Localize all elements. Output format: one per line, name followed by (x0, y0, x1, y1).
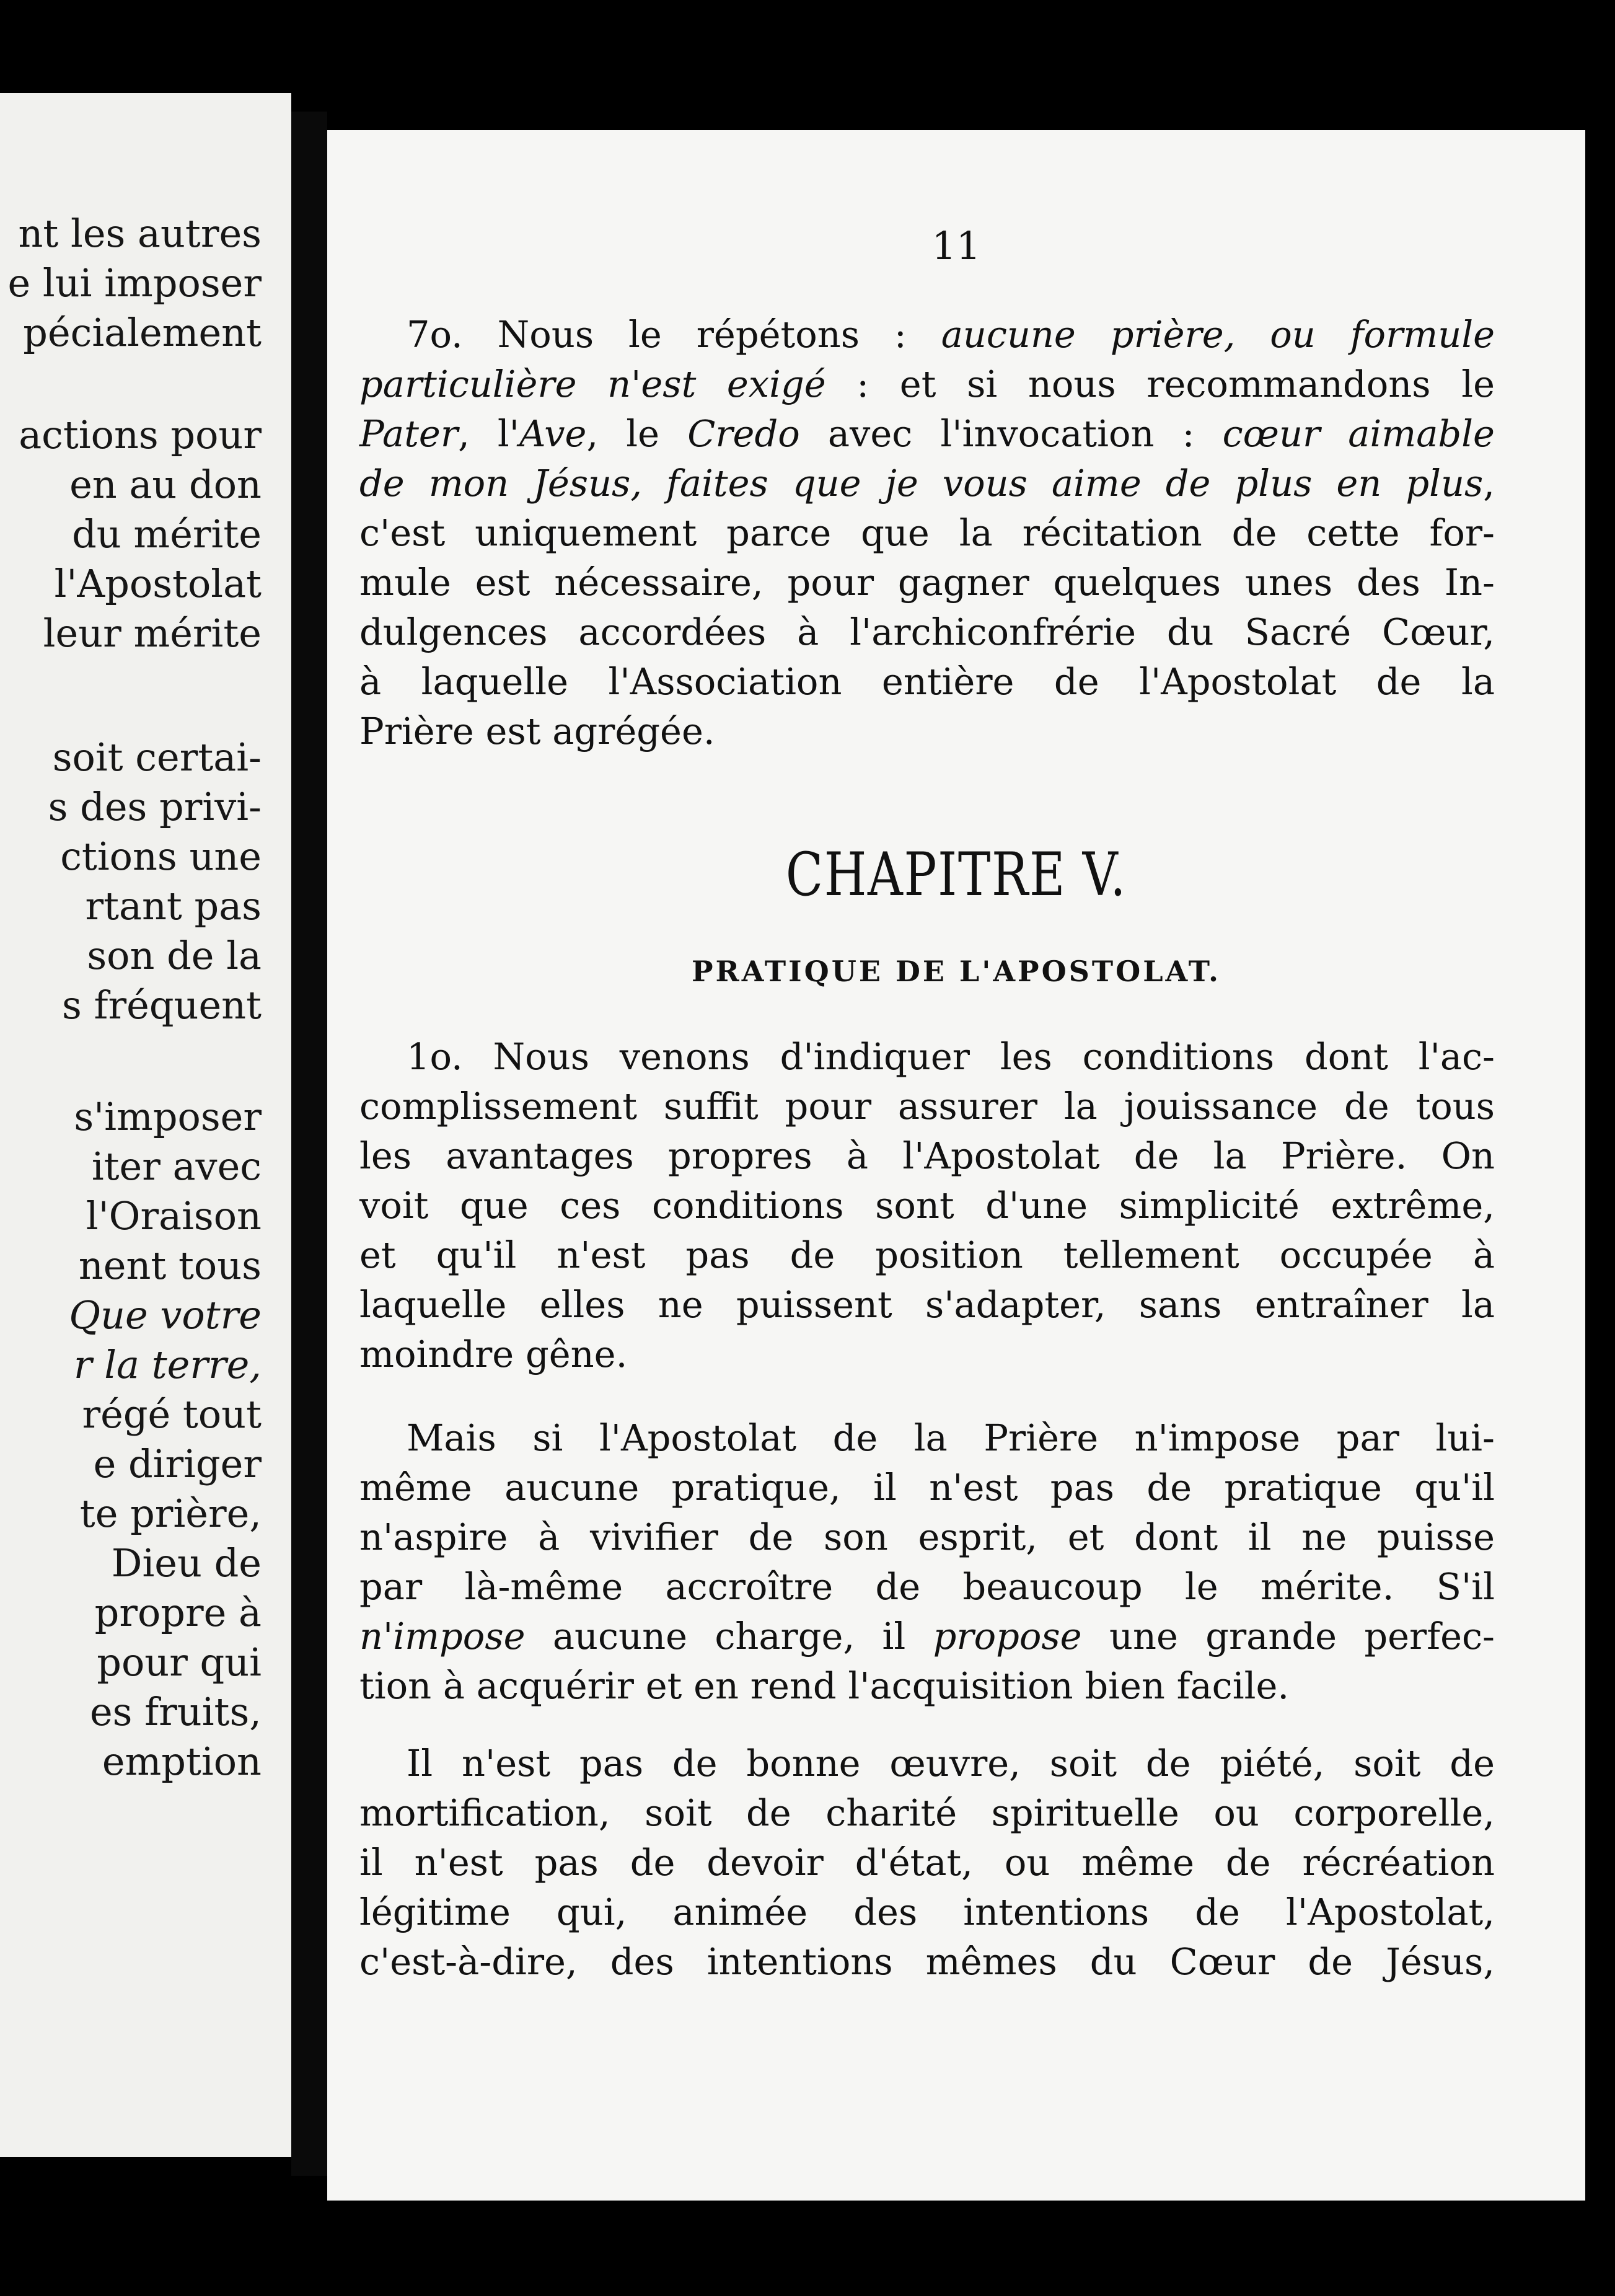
right-page (327, 130, 1585, 2201)
text-segment: avec l'invocation : (799, 412, 1223, 455)
left-text-line: l'Apostolat (54, 561, 262, 606)
book-gutter (291, 112, 327, 2176)
italic-segment: Ave (519, 412, 587, 455)
left-text-line: régé tout (82, 1392, 262, 1437)
text-line: et qu'il n'est pas de position tellement occupée à (359, 1234, 1495, 1276)
left-text-line: s'imposer (74, 1094, 262, 1139)
left-text-line: e diriger (93, 1441, 262, 1486)
chapter-title: CHAPITRE V. (785, 840, 1127, 909)
text-line (359, 363, 1495, 405)
left-text-line: son de la (87, 933, 262, 978)
text-line (359, 611, 1495, 653)
text-line (407, 1416, 1495, 1459)
text-segment: même aucune pratique, il n'est pas de pratique qu'il (359, 1466, 1495, 1509)
text-segment: c'est uniquement parce que la récitation de cette for- (359, 511, 1495, 554)
text-line (359, 561, 1495, 604)
text-line (359, 511, 1495, 554)
left-text-line: pour qui (97, 1640, 262, 1685)
text-line: il n'est pas de devoir d'état, ou même de récréation (359, 1841, 1495, 1884)
left-text-line: pécialement (23, 310, 262, 355)
text-segment: Mais si l'Apostolat de la Prière n'impose par lui- (407, 1416, 1495, 1459)
left-text-line: du mérite (72, 511, 262, 557)
text-segment: à laquelle l'Association entière de l'Apostolat de la (359, 660, 1495, 703)
text-line: 1o. Nous venons d'indiquer les conditions dont l'ac- (407, 1035, 1495, 1078)
text-line: légitime qui, animée des intentions de l'Apostolat, (359, 1891, 1495, 1933)
left-text-line: en au don (69, 462, 262, 507)
text-segment: dulgences accordées à l'archiconfrérie du Sacré Cœur, (359, 611, 1495, 653)
text-segment: tion à acquérir et en rend l'acquisition bien facile. (359, 1664, 1290, 1707)
chapter-subtitle: PRATIQUE DE L'APOSTOLAT. (691, 955, 1221, 988)
text-line (359, 1664, 1495, 1707)
italic-segment: Credo (687, 412, 800, 455)
text-line (359, 462, 1495, 505)
text-line: c'est-à-dire, des intentions mêmes du Cœur de Jésus, (359, 1940, 1495, 1983)
left-text-line: l'Oraison (86, 1193, 262, 1239)
text-line (359, 1565, 1495, 1608)
text-segment: mule est nécessaire, pour gagner quelques unes des In- (359, 561, 1495, 604)
left-text-line: s fréquent (62, 982, 262, 1028)
left-text-line: Que votre (69, 1292, 262, 1338)
text-line: les avantages propres à l'Apostolat de la Prière. On (359, 1134, 1495, 1177)
left-text-line: nent tous (78, 1243, 262, 1288)
text-line: Il n'est pas de bonne œuvre, soit de piété, soit de (407, 1742, 1495, 1785)
left-text-line: rtant pas (85, 883, 262, 929)
text-line: moindre gêne. (359, 1333, 628, 1375)
text-line (359, 1466, 1495, 1509)
page-number: 11 (931, 223, 981, 268)
italic-segment: cœur aimable (1222, 412, 1495, 455)
text-segment: par là-même accroître de beaucoup le mérite. S'il (359, 1565, 1495, 1608)
text-segment: , le (586, 412, 688, 455)
left-text-line: s des privi- (48, 784, 262, 829)
left-text-line: iter avec (91, 1144, 262, 1189)
text-line (359, 660, 1495, 703)
italic-segment: propose (933, 1615, 1082, 1658)
text-segment: Prière est agrégée. (359, 710, 715, 753)
text-line (359, 1516, 1495, 1558)
text-line: voit que ces conditions sont d'une simplicité extrême, (359, 1184, 1495, 1227)
text-line (359, 710, 1495, 753)
left-text-line: te prière, (79, 1491, 262, 1536)
text-line (407, 313, 1495, 356)
text-segment: , l' (458, 412, 519, 455)
text-line: mortification, soit de charité spirituelle ou corporelle, (359, 1791, 1495, 1834)
text-line (359, 412, 1495, 455)
text-segment: aucune charge, il (525, 1615, 933, 1658)
italic-segment: de mon Jésus, faites que je vous aime de plus en plus (359, 462, 1484, 505)
left-text-line: nt les autres (18, 211, 262, 256)
italic-segment: n'impose (359, 1615, 526, 1658)
left-text-line: propre à (94, 1590, 262, 1635)
left-text-line: leur mérite (43, 611, 262, 656)
left-text-line: emption (102, 1739, 262, 1784)
text-segment: : et si nous recommandons le (825, 363, 1495, 405)
text-line: complissement suffit pour assurer la jouissance de tous (359, 1085, 1495, 1128)
left-text-line: e lui imposer (7, 260, 262, 306)
left-text-line: r la terre, (73, 1342, 262, 1387)
text-segment: une grande perfec- (1081, 1615, 1495, 1658)
italic-segment: Pater (359, 412, 459, 455)
left-text-line: actions pour (19, 412, 262, 457)
text-segment: 7o. Nous le répétons : (407, 313, 941, 356)
left-text-line: Dieu de (111, 1540, 262, 1586)
italic-segment: particulière n'est exigé (359, 363, 826, 405)
text-segment: n'aspire à vivifier de son esprit, et dont il ne puisse (359, 1516, 1495, 1558)
left-page-fragment (0, 93, 291, 2157)
italic-segment: aucune prière, ou formule (941, 313, 1495, 356)
text-segment: , (1483, 462, 1495, 505)
left-text-line: ctions une (60, 834, 262, 879)
text-line: laquelle elles ne puissent s'adapter, sans entraîner la (359, 1283, 1495, 1326)
left-text-line: es fruits, (89, 1689, 262, 1734)
text-line (359, 1615, 1495, 1658)
left-text-line: soit certai- (52, 735, 262, 780)
